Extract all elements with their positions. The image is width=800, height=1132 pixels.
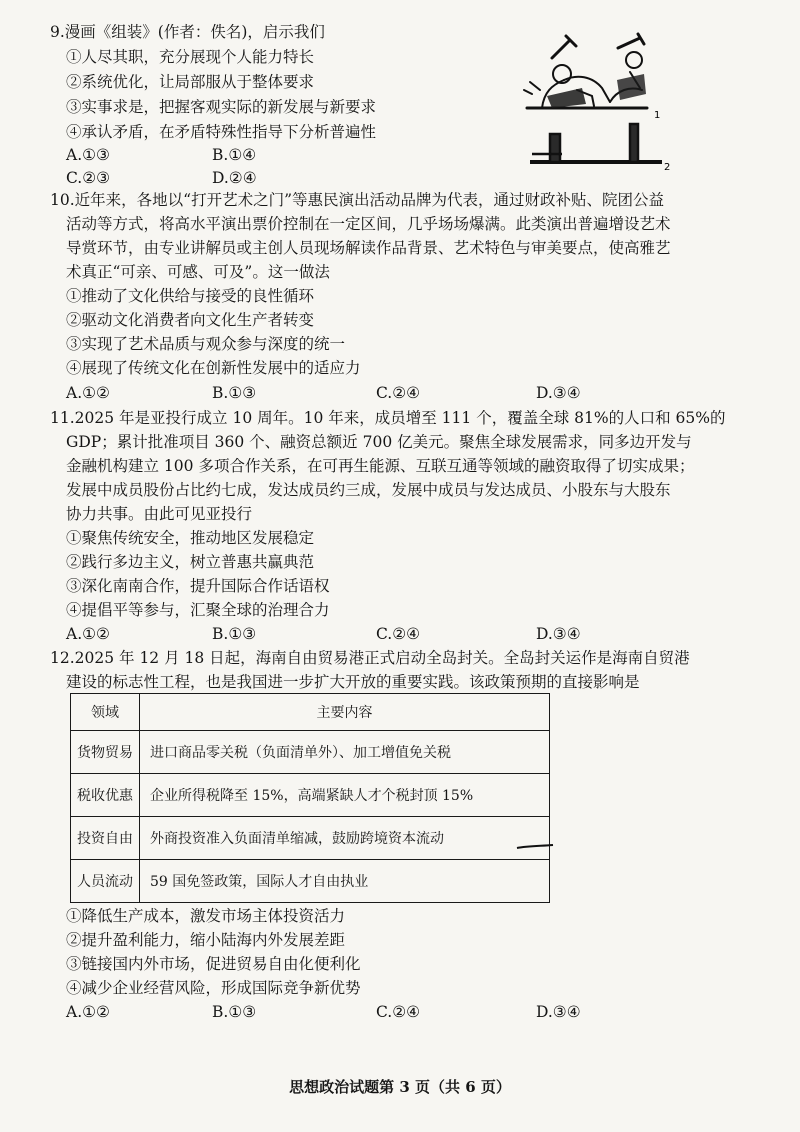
- table-cell-field: 人员流动: [71, 860, 140, 903]
- q12-stem-line-1: 12.2025 年 12 月 18 日起，海南自由贸易港正式启动全岛封关。全岛封关运作是海南自贸港: [50, 649, 690, 667]
- q9-option-d[interactable]: D.②④: [212, 169, 257, 187]
- q9-option-a[interactable]: A.①③: [66, 146, 110, 164]
- q11-stem-line-3: 金融机构建立 100 多项合作关系，在可再生能源、互联互通等领域的融资取得了切实成果；: [66, 457, 695, 475]
- page-footer: 思想政治试题第 3 页（共 6 页）: [289, 1078, 511, 1096]
- table-cell-content: 企业所得税降至 15%，高端紧缺人才个税封顶 15%: [140, 774, 550, 817]
- q10-stem-line-4: 术真正“可亲、可感、可及”。这一做法: [66, 263, 330, 281]
- q11-item-1: ①聚焦传统安全，推动地区发展稳定: [66, 529, 315, 547]
- q10-option-b[interactable]: B.①③: [212, 384, 257, 402]
- q9-option-b[interactable]: B.①④: [212, 146, 257, 164]
- q9-options-row2: [66, 166, 466, 190]
- q9-item-2: ②系统优化，让局部服从于整体要求: [66, 73, 315, 91]
- q10-stem-line-2: 活动等方式，将高水平演出票价控制在一定区间，几乎场场爆满。此类演出普遍增设艺术: [66, 215, 671, 233]
- table-row: [71, 774, 550, 817]
- q11-item-2: ②践行多边主义，树立普惠共赢典范: [66, 553, 315, 571]
- cartoon-label-1: 1: [654, 110, 661, 121]
- q11-item-4: ④提倡平等参与，汇聚全球的治理合力: [66, 601, 330, 619]
- table-cell-field: 投资自由: [71, 817, 140, 860]
- q11-options: [66, 622, 666, 646]
- table-header-content: 主要内容: [140, 694, 550, 731]
- q9-options-row1: [66, 143, 466, 167]
- q11-stem-line-4: 发展中成员股份占比约七成，发达成员约三成，发展中成员与发达成员、小股东与大股东: [66, 481, 671, 499]
- table-cell-content: 进口商品零关税（负面清单外）、加工增值免关税: [140, 731, 550, 774]
- cartoon-assembly-image: [522, 30, 672, 170]
- q12-option-d[interactable]: D.③④: [536, 1003, 581, 1021]
- q11-item-3: ③深化南南合作，提升国际合作话语权: [66, 577, 330, 595]
- q10-stem-line-3: 导赏环节，由专业讲解员或主创人员现场解读作品背景、艺术特色与审美要点，使高雅艺: [66, 239, 671, 257]
- q9-stem: 9.漫画《组装》(作者：佚名)，启示我们: [50, 23, 325, 41]
- q12-item-1: ①降低生产成本，激发市场主体投资活力: [66, 907, 346, 925]
- q9-item-4: ④承认矛盾，在矛盾特殊性指导下分析普遍性: [66, 123, 377, 141]
- table-header-field: 领域: [71, 694, 140, 731]
- q10-item-4: ④展现了传统文化在创新性发展中的适应力: [66, 359, 361, 377]
- table-row: [71, 817, 550, 860]
- q11-option-a[interactable]: A.①②: [66, 625, 110, 643]
- q12-item-2: ②提升盈利能力，缩小陆海内外发展差距: [66, 931, 346, 949]
- q12-item-3: ③链接国内外市场，促进贸易自由化便利化: [66, 955, 361, 973]
- q11-stem-line-1: 11.2025 年是亚投行成立 10 周年。10 年来，成员增至 111 个，覆盖全球 81%的人口和 65%的: [50, 409, 726, 427]
- q11-option-d[interactable]: D.③④: [536, 625, 581, 643]
- q12-option-b[interactable]: B.①③: [212, 1003, 257, 1021]
- table-cell-field: 货物贸易: [71, 731, 140, 774]
- q11-option-b[interactable]: B.①③: [212, 625, 257, 643]
- q9-item-1: ①人尽其职，充分展现个人能力特长: [66, 48, 315, 66]
- q10-item-3: ③实现了艺术品质与观众参与深度的统一: [66, 335, 346, 353]
- cartoon-label-2: 2: [664, 162, 671, 170]
- q10-stem-line-1: 10.近年来，各地以“打开艺术之门”等惠民演出活动品牌为代表，通过财政补贴、院团公益: [50, 191, 665, 209]
- q10-item-2: ②驱动文化消费者向文化生产者转变: [66, 311, 315, 329]
- q12-item-4: ④减少企业经营风险，形成国际竞争新优势: [66, 979, 361, 997]
- q11-stem-line-2: GDP；累计批准项目 360 个、融资总额近 700 亿美元。聚焦全球发展需求，同多边开发与: [66, 433, 692, 451]
- table-cell-content: 外商投资准入负面清单缩减，鼓励跨境资本流动: [140, 817, 550, 860]
- q9-item-3: ③实事求是，把握客观实际的新发展与新要求: [66, 98, 377, 116]
- q10-item-1: ①推动了文化供给与接受的良性循环: [66, 287, 315, 305]
- table-cell-content: 59 国免签政策，国际人才自由执业: [140, 860, 550, 903]
- q10-option-a[interactable]: A.①②: [66, 384, 110, 402]
- q10-options: [66, 381, 666, 405]
- table-row: [71, 860, 550, 903]
- table-row: [71, 731, 550, 774]
- q12-option-a[interactable]: A.①②: [66, 1003, 110, 1021]
- table-cell-field: 税收优惠: [71, 774, 140, 817]
- q12-policy-table: [70, 693, 550, 903]
- q12-options: [66, 1000, 666, 1024]
- q12-option-c[interactable]: C.②④: [376, 1003, 421, 1021]
- q11-option-c[interactable]: C.②④: [376, 625, 421, 643]
- pen-underline-mark: [515, 840, 555, 852]
- q11-stem-line-5: 协力共事。由此可见亚投行: [66, 505, 253, 523]
- table-header-row: [71, 694, 550, 731]
- q10-option-c[interactable]: C.②④: [376, 384, 421, 402]
- q9-option-c[interactable]: C.②③: [66, 169, 111, 187]
- q10-option-d[interactable]: D.③④: [536, 384, 581, 402]
- q12-stem-line-2: 建设的标志性工程，也是我国进一步扩大开放的重要实践。该政策预期的直接影响是: [66, 673, 640, 691]
